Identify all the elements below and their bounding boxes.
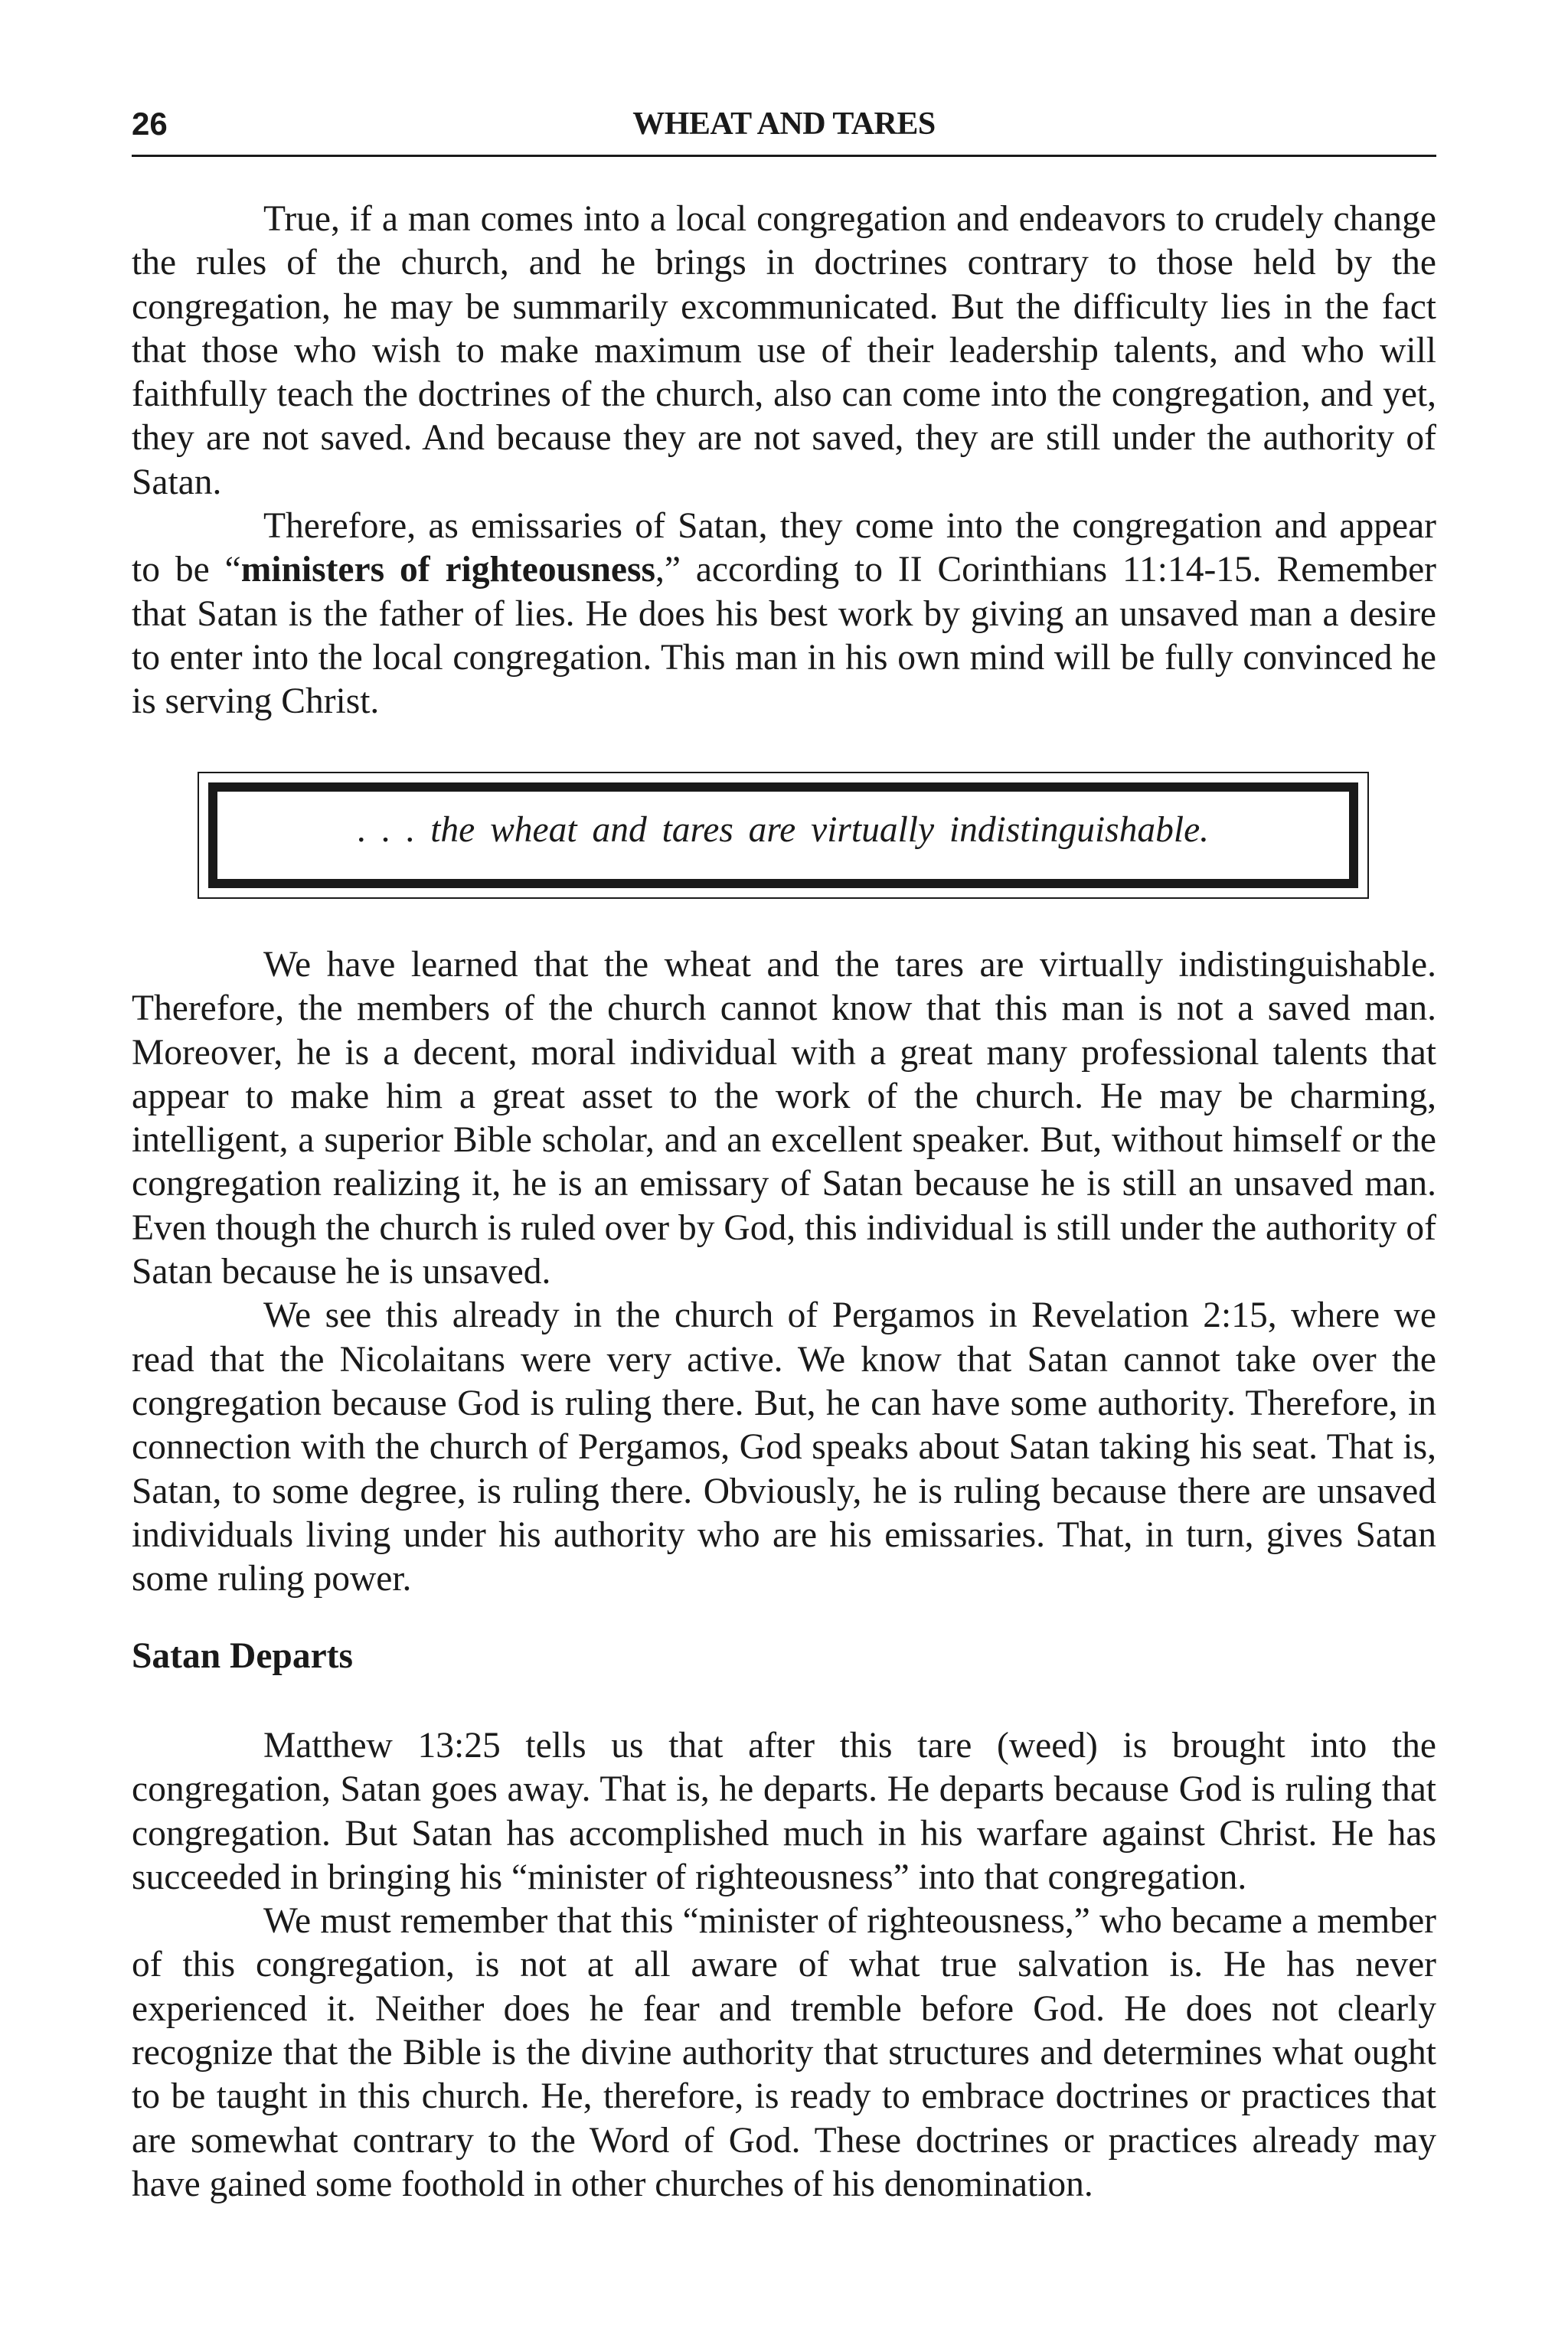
- page-number: 26: [132, 106, 168, 142]
- paragraph-2: [132, 505, 1436, 724]
- paragraph-5: Matthew 13:25 tells us that after this tare (weed) is brought into the congregation, Satan goes away. That is, he departs. He departs because God is ruling that congregation. But Satan has accomplished much in his warfare against Christ. He has succeeded in bringing his “minister of righteousness” into that congregation.: [132, 1726, 1436, 1897]
- paragraph-2-text-start: Therefore, as emissaries of Satan, they come into the congregation and appear to be “: [132, 506, 1436, 590]
- text-block-middle: [132, 943, 1436, 1601]
- pullquote-box: [198, 772, 1369, 899]
- paragraph-4: We see this already in the church of Pergamos in Revelation 2:15, where we read that the Nicolaitans were very active. We know that Satan cannot take over the congregation because God is ruling there. But, he can have some authority. Therefore, in connection with the church of Pergamos, God speaks about Satan taking his seat. That is, Satan, to some degree, is ruling there. Obviously, he is ruling because there are unsaved individuals living under his authority who are his emissaries. That, in turn, gives Satan some ruling power.: [132, 1295, 1436, 1599]
- paragraph-6: We must remember that this “minister of righteousness,” who became a member of this congregation, is not at all aware of what true salvation is. He has never experienced it. Neither does he fear and tremble before God. He does not clearly recognize that the Bible is the divine authority that structures and determines what ought to be taught in this church. He, therefore, is ready to embrace doctrines or practices that are somewhat contrary to the Word of God. These doctrines or practices already may have gained some foothold in other churches of his denomination.: [132, 1901, 1436, 2204]
- section-heading: Satan Departs: [132, 1636, 353, 1676]
- text-block-top: [132, 198, 1436, 724]
- paragraph-1: True, if a man comes into a local congregation and endeavors to crudely change the rules of the church, and he brings in doctrines contrary to those held by the congregation, he may be summarily excommunicated. But the difficulty lies in the fact that those who wish to make maximum use of their leadership talents, and who will faithfully teach the doctrines of the church, also can come into the congregation, and yet, they are not saved. And because they are not saved, they are still under the authority of Satan.: [132, 199, 1436, 502]
- paragraph-3: We have learned that the wheat and the tares are virtually indistinguishable. Therefore, the members of the church cannot know that this man is not a saved man. Moreover, he is a decent, moral individual with a great many professional talents that appear to make him a great asset to the work of the church. He may be charming, intelligent, a superior Bible scholar, and an excellent speaker. But, without himself or the congregation realizing it, he is an emissary of Satan because he is still an unsaved man. Even though the church is ruled over by God, this individual is still under the authority of Satan because he is unsaved.: [132, 945, 1436, 1292]
- text-block-bottom: [132, 1724, 1436, 2207]
- pullquote-frame: [208, 782, 1358, 888]
- bold-phrase: ministers of righteousness: [240, 550, 655, 590]
- running-title: WHEAT AND TARES: [632, 106, 936, 142]
- pullquote-text: . . . the wheat and tares are virtually indistinguishable.: [357, 810, 1210, 850]
- page-header: [132, 101, 1436, 157]
- paragraph-2-text-end: ,” according to II Corinthians 11:14-15. Remember that Satan is the father of lies. He does his best work by giving an unsaved man a desire to enter into the local congregation. This man in his own mind will be fully convinced he is serving Christ.: [132, 550, 1436, 722]
